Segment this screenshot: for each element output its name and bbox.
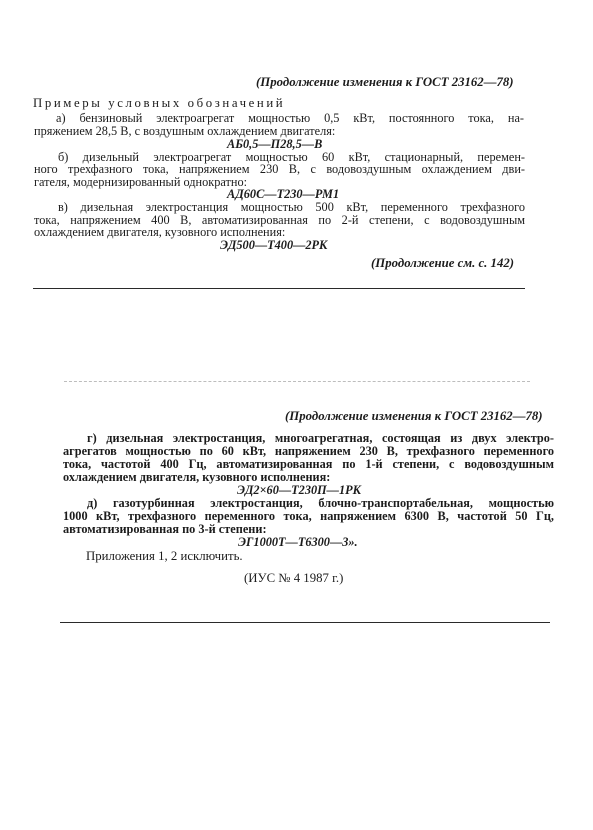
ius-reference: (ИУС № 4 1987 г.) bbox=[244, 571, 344, 585]
item-v-line-3: охлаждением двигателя, кузовного исполнения: bbox=[34, 225, 286, 239]
item-a-line-1: а) бензиновый электроагрегат мощностью 0,5 кВт, постоянного тока, на- bbox=[56, 111, 524, 125]
item-d-line-3: автоматизированная по 3-й степени: bbox=[63, 522, 267, 536]
item-v-line-2: тока, напряжением 400 В, автоматизированная по 2-й степени, с водовоздушным bbox=[34, 213, 525, 227]
section-2-rule bbox=[60, 622, 550, 623]
item-g-line-1: г) дизельная электростанция, многоагрегатная, состоящая из двух электро- bbox=[87, 431, 554, 445]
continued-note: (Продолжение см. с. 142) bbox=[371, 256, 515, 270]
section-1-rule bbox=[33, 288, 525, 289]
item-v-code: ЭД500—Т400—2РК bbox=[220, 238, 328, 252]
item-b-line-1: б) дизельный электроагрегат мощностью 60 кВт, стационарный, перемен- bbox=[58, 150, 525, 164]
item-v-line-1: в) дизельная электростанция мощностью 500 кВт, переменного трехфазного bbox=[58, 200, 525, 214]
item-d-line-2: 1000 кВт, трехфазного переменного тока, напряжением 6300 В, частотой 50 Гц, bbox=[63, 509, 554, 523]
item-b-line-3: гателя, модернизированный однократно: bbox=[34, 175, 248, 189]
item-d-code: ЭГ1000Т—Т6300—3». bbox=[238, 535, 358, 549]
item-g-line-3: тока, частотой 400 Гц, автоматизированная по 1-й степени, с водовоздушным bbox=[63, 457, 554, 471]
page-break-mark bbox=[64, 381, 530, 382]
appendix-note: Приложения 1, 2 исключить. bbox=[86, 549, 243, 563]
item-b-code: АД60С—Т230—РМ1 bbox=[227, 187, 340, 201]
continuation-header-top: (Продолжение изменения к ГОСТ 23162—78) bbox=[256, 75, 514, 89]
item-g-line-4: охлаждением двигателя, кузовного исполнения: bbox=[63, 470, 331, 484]
examples-heading: Примеры условных обозначений bbox=[33, 96, 286, 110]
item-a-line-2: пряжением 28,5 В, с воздушным охлаждением двигателя: bbox=[34, 124, 336, 138]
item-g-line-2: агрегатов мощностью по 60 кВт, напряжением 230 В, трехфазного переменного bbox=[63, 444, 554, 458]
item-a-code: АБ0,5—П28,5—В bbox=[227, 137, 323, 151]
item-b-line-2: ного трехфазного тока, напряжением 230 В, с водовоздушным охлаждением дви- bbox=[34, 162, 525, 176]
continuation-header-bottom: (Продолжение изменения к ГОСТ 23162—78) bbox=[285, 409, 543, 423]
item-g-code: ЭД2×60—Т230П—1РК bbox=[237, 483, 361, 497]
item-d-line-1: д) газотурбинная электростанция, блочно-транспортабельная, мощностью bbox=[87, 496, 554, 510]
